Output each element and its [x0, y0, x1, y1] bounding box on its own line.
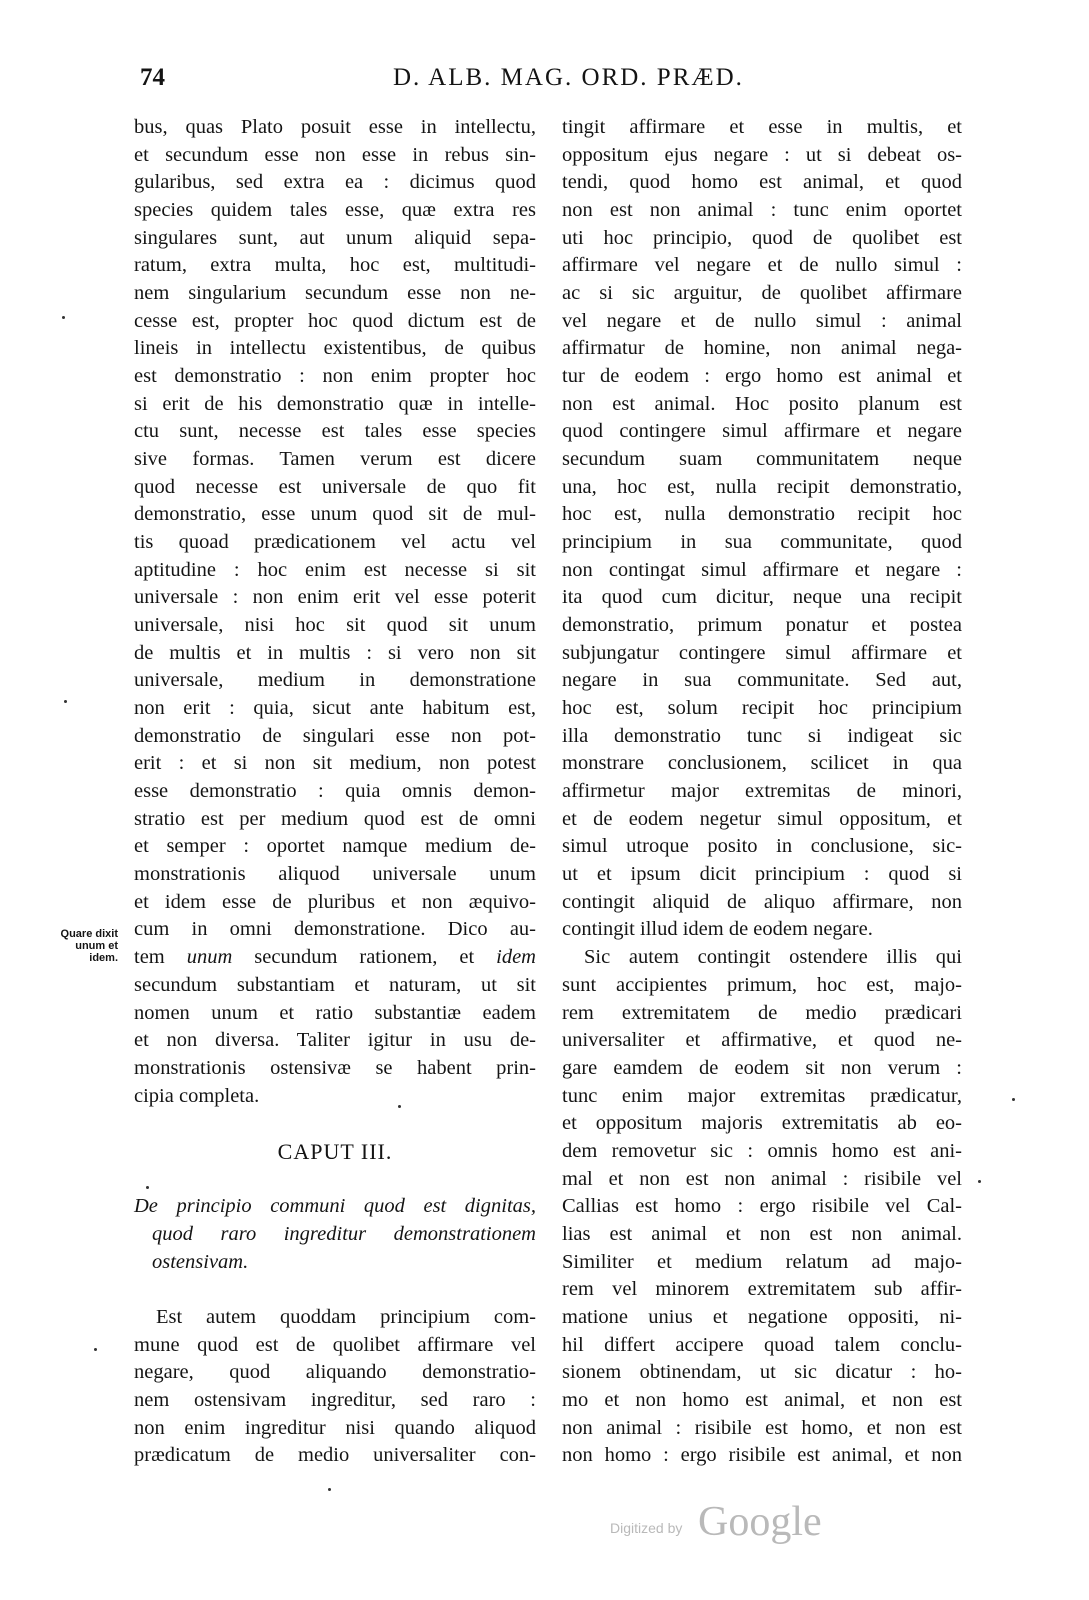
- text-line: non est animal. Hoc posito planum est: [562, 392, 962, 415]
- text-line: rem extremitatem de medio prædicari: [562, 1001, 962, 1024]
- text-line: lineis in intellectu existentibus, de quibus: [134, 337, 536, 360]
- text-line: tendi, quod homo est animal, et quod: [562, 171, 962, 194]
- text-line: non est non animal : tunc enim oportet: [562, 199, 962, 222]
- text-line: de multis et in multis : si vero non sit: [134, 641, 536, 664]
- running-title: D. ALB. MAG. ORD. PRÆD.: [393, 64, 744, 91]
- text-line: esse demonstratio : quia omnis demon-: [134, 780, 536, 803]
- text-line: Callias est homo : ergo risibile vel Cal-: [562, 1195, 962, 1218]
- text-line: sunt accipientes primum, hoc est, majo-: [562, 973, 962, 996]
- print-speck: [978, 1180, 981, 1183]
- text-line: nem singularium secundum esse non ne-: [134, 282, 536, 305]
- text-line: et secundum esse non esse in rebus sin-: [134, 143, 536, 166]
- text-line: universale, medium in demonstratione: [134, 669, 536, 692]
- text-line: et idem esse de pluribus et non æquivo-: [134, 890, 536, 913]
- text-line: demonstratio, esse unum quod sit de mul-: [134, 503, 536, 526]
- text-line: tingit affirmare et esse in multis, et: [562, 116, 962, 138]
- text-line: ctu sunt, necesse est tales esse species: [134, 420, 536, 443]
- right-column: [562, 114, 962, 1470]
- text-line: ratum, extra multa, hoc est, multitudi-: [134, 254, 536, 277]
- text-line: prædicatum de medio universaliter con-: [134, 1444, 536, 1467]
- text-line: Est autem quoddam principium com-: [156, 1305, 536, 1328]
- text-line: non enim ingreditur nisi quando aliquod: [134, 1416, 536, 1439]
- text-line: non homo : ergo risibile est animal, et non: [562, 1444, 962, 1467]
- text-line: hoc est, solum recipit hoc principium: [562, 697, 962, 720]
- text-line: illa demonstratio tunc si indigeat sic: [562, 724, 962, 747]
- emphasis-idem: idem: [496, 946, 536, 969]
- print-speck: [62, 316, 65, 319]
- print-speck: [94, 1348, 97, 1351]
- text-line: gularibus, sed extra ea : dicimus quod: [134, 171, 536, 194]
- text-line: contingit aliquid de aliquo affirmare, non: [562, 890, 962, 913]
- chapter-subtitle: [134, 1193, 536, 1276]
- text-line: tur de eodem : ergo homo est animal et: [562, 365, 962, 388]
- text-line: affirmatur de homine, non animal nega-: [562, 337, 962, 360]
- margin-note-line: Quare dixit: [60, 928, 118, 940]
- print-speck: [64, 700, 67, 703]
- text-line: et de eodem negetur simul oppositum, et: [562, 807, 962, 830]
- text-line: gare eamdem de eodem sit non verum :: [562, 1056, 962, 1079]
- chapter-heading: CAPUT III.: [277, 1138, 393, 1164]
- text-line: quod contingere simul affirmare et negare: [562, 420, 962, 443]
- text-line: secundum substantiam et naturam, ut sit: [134, 973, 536, 996]
- right-paragraph-2: [562, 944, 962, 1470]
- google-logo: Google: [698, 1499, 822, 1545]
- text-line: et semper : oportet namque medium de-: [134, 835, 536, 858]
- text-line: monstrationis aliquod universale unum: [134, 863, 536, 886]
- print-speck: [328, 1488, 331, 1491]
- text-line: tem unum secundum rationem, et idem: [134, 946, 536, 969]
- text-line: hil differt accipere quoad talem conclu-: [562, 1333, 962, 1356]
- text-line: sive formas. Tamen verum est dicere: [134, 448, 536, 471]
- text-line: erit : et si non sit medium, non potest: [134, 752, 536, 775]
- left-paragraph-2: [134, 1304, 536, 1470]
- text-line: una, hoc est, nulla recipit demonstratio,: [562, 475, 962, 498]
- text-line: rem vel minorem extremitatem sub affir-: [562, 1278, 962, 1301]
- text-line: stratio est per medium quod est de omni: [134, 807, 536, 830]
- text-line: oppositum ejus negare : ut si debeat os-: [562, 143, 962, 166]
- subtitle-line: quod raro ingreditur demonstrationem: [152, 1222, 536, 1245]
- text-line: tunc enim major extremitas prædicatur,: [562, 1084, 962, 1107]
- margin-note-line: idem.: [89, 952, 118, 964]
- text-line: universale, nisi hoc sit quod sit unum: [134, 614, 536, 637]
- emphasis-unum: unum: [186, 946, 233, 969]
- right-paragraph-1: [562, 114, 962, 944]
- text-line: monstrare conclusionem, scilicet in qua: [562, 752, 962, 775]
- text-line: non animal : risibile est homo, et non est: [562, 1416, 962, 1439]
- text-line: simul utroque posito in conclusione, sic-: [562, 835, 962, 858]
- digitized-by-text: Digitized by: [610, 1520, 683, 1536]
- text-line: nomen unum et ratio substantiæ eadem: [134, 1001, 536, 1024]
- left-paragraph-1: [134, 114, 536, 944]
- text-line: non contingat simul affirmare et negare :: [562, 558, 962, 581]
- text-line: universale : non enim erit vel esse poterit: [134, 586, 536, 609]
- running-header: [0, 64, 1089, 100]
- text-line: vel negare et de nullo simul : animal: [562, 309, 962, 332]
- text-line: species quidem tales esse, quæ extra res: [134, 199, 536, 222]
- text-line: si erit de his demonstratio quæ in intelle-: [134, 392, 536, 415]
- text-line: affirmare vel negare et de nullo simul :: [562, 254, 962, 277]
- text-line: tis quoad prædicationem vel actu vel: [134, 531, 536, 554]
- text-line: contingit illud idem de eodem negare.: [562, 918, 873, 941]
- text-line: bus, quas Plato posuit esse in intellectu,: [134, 116, 536, 138]
- margin-note-line: unum et: [75, 940, 118, 952]
- text-line: affirmetur major extremitas de minori,: [562, 780, 962, 803]
- text-line: ac si sic arguitur, de quolibet affirmare: [562, 282, 962, 305]
- text-line: demonstratio, primum ponatur et postea: [562, 614, 962, 637]
- text-line: secundum suam communitatem neque: [562, 448, 962, 471]
- text-line: sionem obtinendam, ut sic dicatur : ho-: [562, 1361, 962, 1384]
- text-line: cipia completa.: [134, 1084, 260, 1107]
- text-line: monstrationis ostensivæ se habent prin-: [134, 1056, 536, 1079]
- text-line: et non diversa. Taliter igitur in usu de-: [134, 1029, 536, 1052]
- text-line: negare, quod aliquando demonstratio-: [134, 1361, 536, 1384]
- text-line: aptitudine : hoc enim est necesse si sit: [134, 558, 536, 581]
- text-line: non erit : quia, sicut ante habitum est,: [134, 697, 536, 720]
- subtitle-line: De principio communi quod est dignitas,: [134, 1195, 536, 1218]
- text-line: et oppositum majoris extremitatis ab eo-: [562, 1112, 962, 1135]
- text-line: mal et non est non animal : risibile vel: [562, 1167, 962, 1190]
- text-line: universaliter et affirmative, et quod ne-: [562, 1029, 962, 1052]
- text-line: Similiter et medium relatum ad majo-: [562, 1250, 962, 1273]
- left-paragraph-1-end: [134, 972, 536, 1110]
- text-line: ut et ipsum dicit principium : quod si: [562, 863, 962, 886]
- text-line: hoc est, nulla demonstratio recipit hoc: [562, 503, 962, 526]
- text-line: est demonstratio : non enim propter hoc: [134, 365, 536, 388]
- text-line: lias est animal et non est non animal.: [562, 1222, 962, 1245]
- print-speck: [398, 1105, 401, 1108]
- text-line: uti hoc principio, quod de quolibet est: [562, 226, 962, 249]
- text-line: mo et non homo est animal, et non est: [562, 1388, 962, 1411]
- text-line: singulares sunt, aut unum aliquid sepa-: [134, 226, 536, 249]
- text-line: principium in sua communitate, quod: [562, 531, 962, 554]
- text-line: demonstratio de singulari esse non pot-: [134, 724, 536, 747]
- text-line: ita quod cum dicitur, neque una recipit: [562, 586, 962, 609]
- subtitle-line: ostensivam.: [152, 1250, 249, 1273]
- print-speck: [1012, 1098, 1015, 1101]
- page-number: 74: [140, 64, 165, 91]
- text-line: dem removetur sic : omnis homo est ani-: [562, 1139, 962, 1162]
- text-line: Sic autem contingit ostendere illis qui: [584, 946, 962, 969]
- text-line: nem ostensivam ingreditur, sed raro :: [134, 1388, 536, 1411]
- google-watermark: [610, 1500, 830, 1550]
- margin-note: [44, 928, 118, 964]
- text-line: negare in sua communitate. Sed aut,: [562, 669, 962, 692]
- text-line: matione unius et negatione oppositi, ni-: [562, 1305, 962, 1328]
- text-line: cesse est, propter hoc quod dictum est de: [134, 309, 536, 332]
- left-column: [134, 114, 536, 1470]
- text-line: mune quod est de quolibet affirmare vel: [134, 1333, 536, 1356]
- text-line: quod necesse est universale de quo fit: [134, 475, 536, 498]
- text-line: cum in omni demonstratione. Dico au-: [134, 918, 536, 941]
- print-speck: [146, 1186, 149, 1189]
- text-line: subjungatur contingere simul affirmare et: [562, 641, 962, 664]
